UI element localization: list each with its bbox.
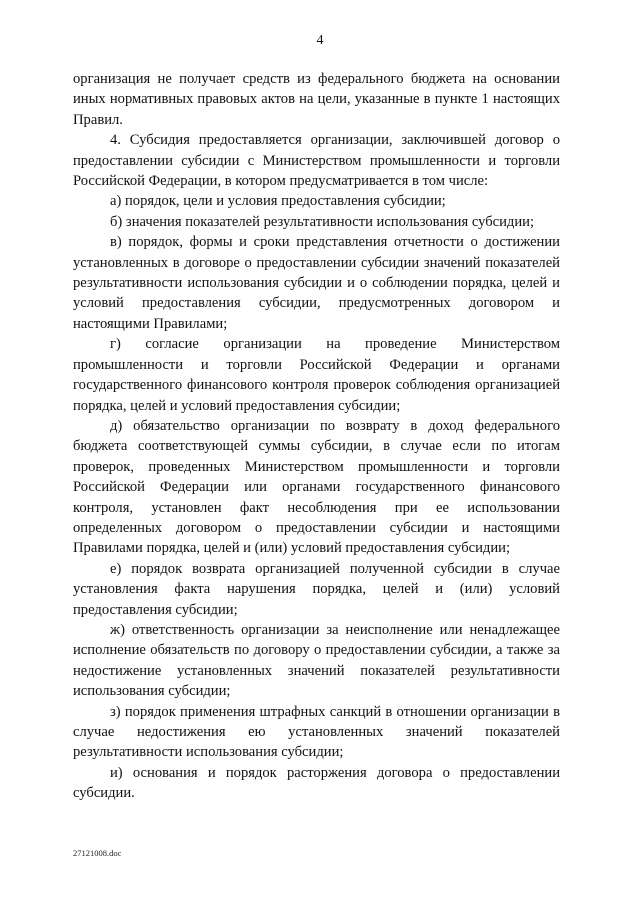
list-item-b: б) значения показателей результативности использования субсидии; (110, 213, 535, 230)
footer-file-code: 27121008.doc (73, 848, 122, 858)
page-number: 4 (316, 33, 324, 48)
paragraph-continuation: организация не получает средств из федерального бюджета на основании иных нормативных правовых актов на цели, указанные в пункте 1 настоящих Правил. (73, 71, 560, 128)
list-item-z: з) порядок применения штрафных санкций в отношении организации в случае недостижения ею установленных значений показателей результативности использования субсидии; (73, 703, 560, 761)
paragraph-item-4: 4. Субсидия предоставляется организации, заключившей договор о предоставлении субсидии с Министерством промышленности и торговли Российской Федерации, в котором предусматривается в том числе: (73, 132, 560, 190)
list-item-a: а) порядок, цели и условия предоставления субсидии; (110, 193, 446, 210)
list-item-e: е) порядок возврата организацией полученной субсидии в случае установления факта нарушения порядка, целей и (или) условий предоставления субсидии; (73, 560, 560, 618)
document-body (73, 69, 560, 804)
list-item-i: и) основания и порядок расторжения договора о предоставлении субсидии. (73, 764, 560, 802)
list-item-d: д) обязательство организации по возврату в доход федерального бюджета соответствующей суммы субсидии, в случае если по итогам проверок, проведенных Министерством промышленности и торговли Российской Федерации или органами государственного финансового контроля, установлен факт несоблюдения при ее использовании определенных договором о предоставлении субсидии и настоящими Правилами порядка, целей и (или) условий предоставления субсидии; (73, 417, 560, 557)
list-item-zh: ж) ответственность организации за неисполнение или ненадлежащее исполнение обязательств по договору о предоставлении субсидии, а также за недостижение установленных значений показателей результативности использования субсидии; (73, 621, 560, 700)
list-item-v: в) порядок, формы и сроки представления отчетности о достижении установленных в договоре о предоставлении субсидии значений показателей результативности использования субсидии и о соблюдении порядка, целей и условий предоставления субсидии, предусмотренных договором и настоящими Правилами; (73, 234, 560, 332)
list-item-g: г) согласие организации на проведение Министерством промышленности и торговли Российской Федерации и органами государственного финансового контроля проверок соблюдения организацией порядка, целей и условий предоставления субсидии; (73, 336, 560, 414)
